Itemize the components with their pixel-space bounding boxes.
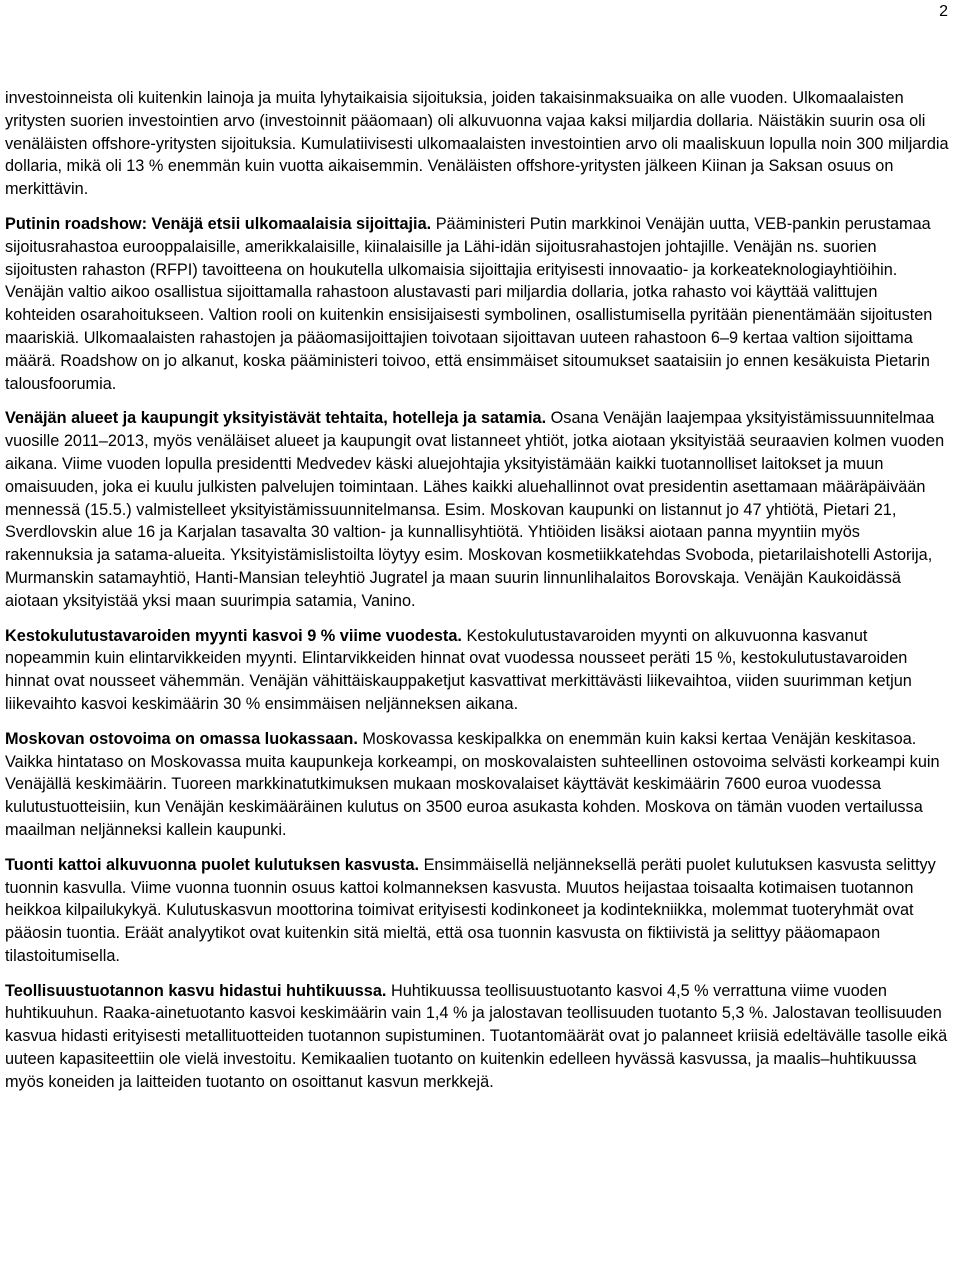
paragraph-industrial-production [5, 980, 949, 1094]
paragraph-heading: Venäjän alueet ja kaupungit yksityistävät tehtaita, hotelleja ja satamia. [5, 409, 547, 428]
paragraph-text: Kestokulutustavaroiden myynti on alkuvuonna kasvanut nopeammin kuin elintarvikkeiden myynti. Elintarvikkeiden hinnat ovat vuodessa nousseet peräti 15 %, kestokulutustavaroiden hinnat ovat nousseet vähemmän. Venäjän vähittäiskauppaketjut kasvattivat merkittävästi liikevaihtoa, viiden suurimman ketjun liikevaihto kasvoi keskimäärin 30 % ensimmäisen neljänneksen aikana. [5, 626, 912, 713]
paragraph-text: Ensimmäisellä neljänneksellä peräti puolet kulutuksen kasvusta selittyy tuonnin kasvulla. Viime vuonna tuonnin osuus kattoi kolmanneksen kasvusta. Muutos heijastaa toisaalta kotimaisen tuotannon heikkoa kilpailukykyä. Kulutuskasvun moottorina toimivat erityisesti kodinkoneet ja kodintekniikka, molemmat tuoteryhmät ovat pääosin tuontia. Eräät analyytikot ovat kuitenkin sitä mieltä, että osa tuonnin kasvusta on fiktiivistä ja selittyy pääomapaon tilastoitumisella. [5, 855, 936, 965]
paragraph-foreign-investment [5, 87, 949, 201]
paragraph-durable-goods [5, 625, 949, 716]
paragraph-text: investoinneista oli kuitenkin lainoja ja muita lyhytaikaisia sijoituksia, joiden takaisinmaksuaika on alle vuoden. Ulkomaalaisten yritysten suorien investointien arvo (investoinnit pääomaan) oli alkuvuonna vajaa kaksi miljardia dollaria. Näistäkin suurin osa oli venäläisten offshore-yritysten sijoituksia. Kumulatiivisesti ulkomaalaisten investointien arvo oli maaliskuun lopulla noin 300 miljardia dollaria, mikä oli 13 % enemmän kuin vuotta aikaisemmin. Venäläisten offshore-yritysten jälkeen Kiinan ja Saksan osuus on merkittävin. [5, 89, 949, 199]
paragraph-moscow-purchasing-power [5, 728, 949, 842]
paragraph-text: Pääministeri Putin markkinoi Venäjän uutta, VEB-pankin perustamaa sijoitusrahastoa eurooppalaisille, amerikkalaisille, kiinalaisille ja Lähi-idän sijoitusrahastojen johtajille. Venäjän ns. suorien sijoitusten rahaston (RFPI) tavoitteena on houkutella ulkomaisia sijoittajia erityisesti innovaatio- ja korkeateknologiayhtiöihin. Venäjän valtio aikoo osallistua sijoittamalla rahastoon alustavasti pari miljardia dollaria, jotka rahasto voi käyttää valittujen kohteiden osarahoitukseen. Valtion rooli on kuitenkin ensisijaisesti symbolinen, osallistumisella pyritään pienentämään sijoitusten maariskiä. Ulkomaalaisten rahastojen ja pääomasijoittajien toivotaan sijoittavan uuteen rahastoon 6–9 kertaa valtion sijoittama määrä. Roadshow on jo alkanut, koska pääministeri toivoo, että ensimmäiset sitoumukset saataisiin jo ennen kesäkuista Pietarin talousfoorumia. [5, 214, 933, 393]
paragraph-heading: Putinin roadshow: Venäjä etsii ulkomaalaisia sijoittajia. [5, 214, 432, 233]
paragraph-heading: Teollisuustuotannon kasvu hidastui huhtikuussa. [5, 981, 387, 1000]
paragraph-privatization [5, 407, 949, 612]
paragraph-heading: Kestokulutustavaroiden myynti kasvoi 9 % viime vuodesta. [5, 626, 462, 645]
document-body [5, 87, 949, 1106]
paragraph-text: Osana Venäjän laajempaa yksityistämissuunnitelmaa vuosille 2011–2013, myös venäläiset alueet ja kaupungit ovat listanneet yhtiöt, jotka aiotaan yksityistää seuraavien kolmen vuoden aikana. Viime vuoden lopulla presidentti Medvedev käski aluejohtajia yksityistämään kaikki tuotannolliset laitokset ja muun omaisuuden, joka ei kuulu julkisten palvelujen toimintaan. Lähes kaikki aluehallinnot ovat presidentin asettamaan määräpäivään mennessä (15.5.) valmistelleet yksityistämissuunnitelmansa. Esim. Moskovan kaupunki on listannut jo 47 yhtiötä, Pietari 21, Sverdlovskin alue 16 ja Karjalan tasavalta 30 valtion- ja kunnallisyhtiötä. Yhtiöiden lisäksi aiotaan panna myyntiin myös rakennuksia ja satama-alueita. Yksityistämislistoilta löytyy esim. Moskovan kosmetiikkatehdas Svoboda, pietarilaishotelli Astorija, Murmanskin satamayhtiö, Hanti-Mansian teleyhtiö Jugratel ja maan suurin linnunlihalaitos Borovskaja. Venäjän Kaukoidässä aiotaan yksityistää yksi maan suurimpia satamia, Vanino. [5, 409, 945, 610]
paragraph-text: Moskovassa keskipalkka on enemmän kuin kaksi kertaa Venäjän keskitasoa. Vaikka hintataso on Moskovassa muita kaupunkeja korkeampi, on moskovalaisten suhteellinen ostovoima selvästi korkeampi kuin Venäjällä keskimäärin. Tuoreen markkinatutkimuksen mukaan moskovalaiset käyttävät keskimäärin 7600 euroa vuodessa kulutustuotteisiin, kun Venäjän keskimääräinen kulutus on 3500 euroa asukasta kohden. Moskova on tämän vuoden vertailussa maailman neljänneksi kallein kaupunki. [5, 729, 940, 839]
paragraph-putin-roadshow [5, 213, 949, 395]
paragraph-heading: Moskovan ostovoima on omassa luokassaan. [5, 729, 358, 748]
page-number: 2 [939, 3, 948, 20]
paragraph-imports [5, 854, 949, 968]
paragraph-heading: Tuonti kattoi alkuvuonna puolet kulutuksen kasvusta. [5, 855, 420, 874]
paragraph-text: Huhtikuussa teollisuustuotanto kasvoi 4,5 % verrattuna viime vuoden huhtikuuhun. Raaka-ainetuotanto kasvoi keskimäärin vain 1,4 % ja jalostavan teollisuuden tuotanto 5,3 %. Jalostavan teollisuuden kasvua hidasti erityisesti metallituotteiden tuotannon supistuminen. Tuotantomäärät ovat jo palanneet kriisiä edeltävälle tasolle eikä uuteen kapasiteettiin ole vielä investoitu. Kemikaalien tuotanto on kuitenkin edelleen hyvässä kasvussa, ja maalis–huhtikuussa myös koneiden ja laitteiden tuotanto on osoittanut kasvun merkkejä. [5, 981, 948, 1091]
